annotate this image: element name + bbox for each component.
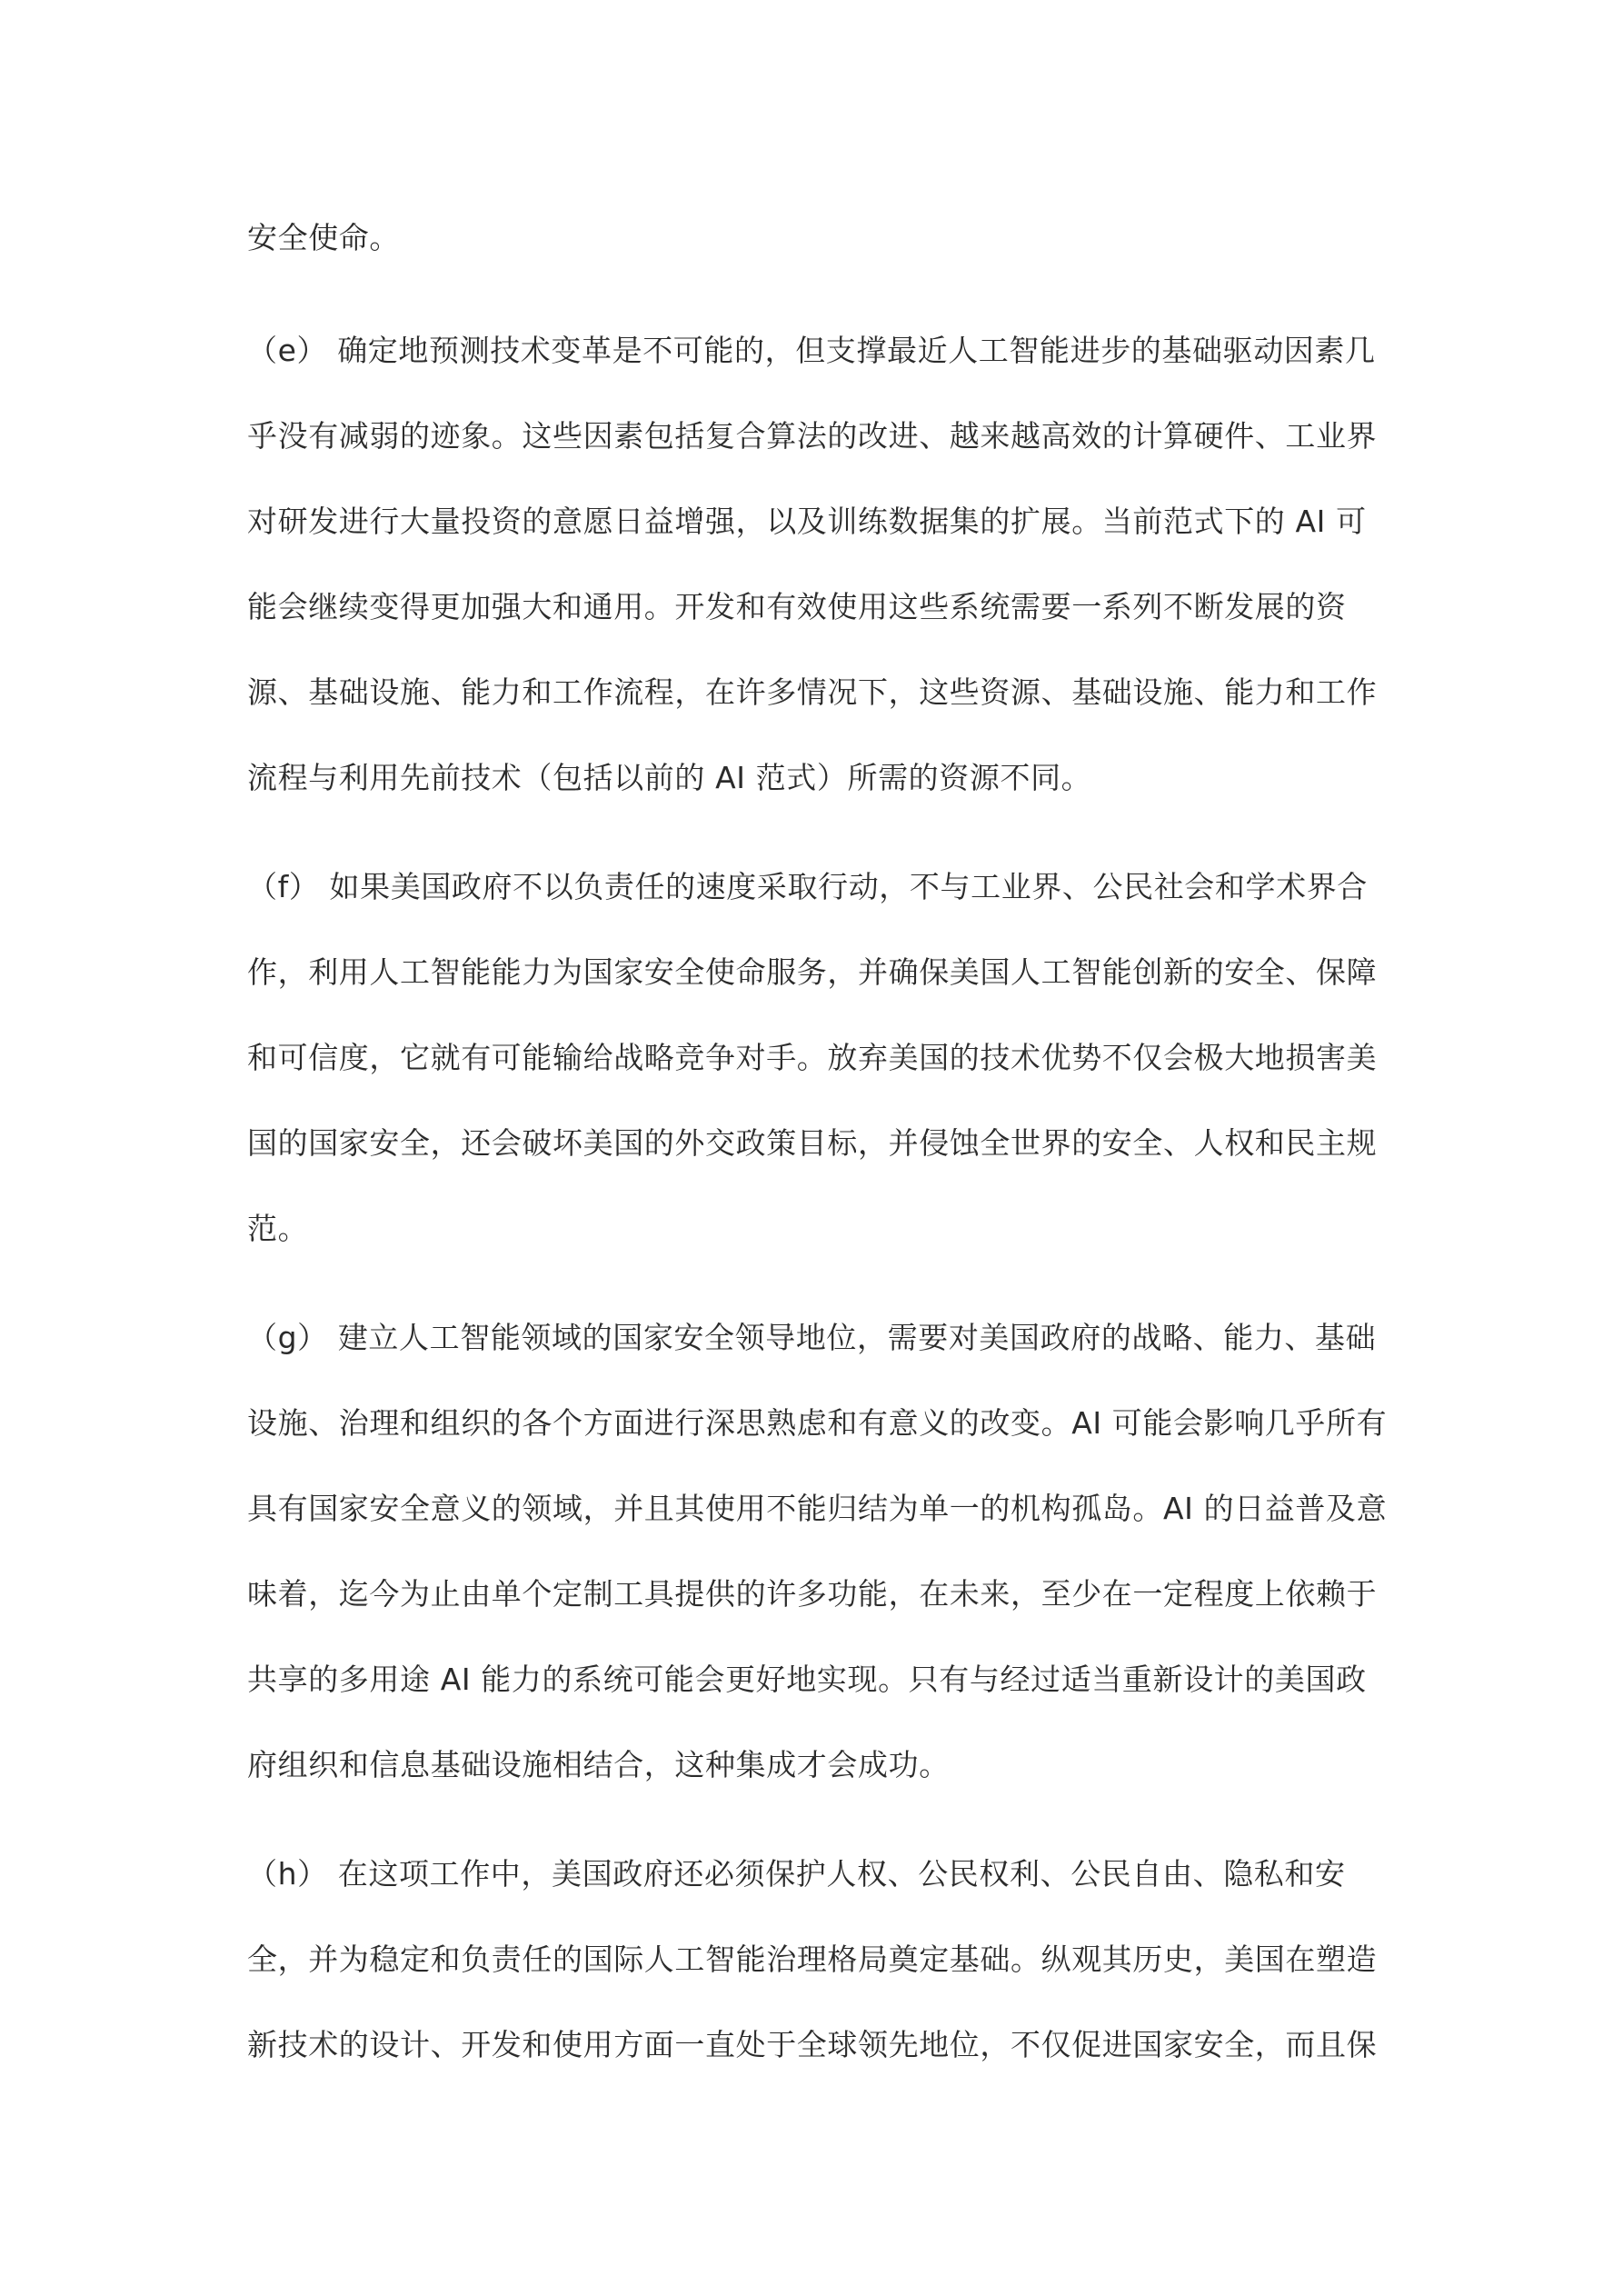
text-line: 和可信度，它就有可能输给战略竞争对手。放弃美国的技术优势不仅会极大地损害美	[247, 1040, 1378, 1075]
text-line: 国的国家安全，还会破坏美国的外交政策目标，并侵蚀全世界的安全、人权和民主规	[247, 1125, 1378, 1161]
text-line: 设施、治理和组织的各个方面进行深思熟虑和有意义的改变。AI 可能会影响几乎所有	[247, 1405, 1388, 1441]
text-line: （g） 建立人工智能领域的国家安全领导地位，需要对美国政府的战略、能力、基础	[247, 1320, 1377, 1355]
text-line: 流程与利用先前技术（包括以前的 AI 范式）所需的资源不同。	[247, 760, 1092, 795]
text-line: （f） 如果美国政府不以负责任的速度采取行动，不与工业界、公民社会和学术界合	[247, 869, 1368, 904]
text-line: 安全使命。	[247, 220, 400, 255]
text-line: （e） 确定地预测技术变革是不可能的，但支撑最近人工智能进步的基础驱动因素几	[247, 333, 1376, 368]
text-line: 源、基础设施、能力和工作流程，在许多情况下，这些资源、基础设施、能力和工作	[247, 674, 1378, 710]
text-line: 全，并为稳定和负责任的国际人工智能治理格局奠定基础。纵观其历史，美国在塑造	[247, 1942, 1378, 1977]
text-line: 能会继续变得更加强大和通用。开发和有效使用这些系统需要一系列不断发展的资	[247, 589, 1347, 624]
text-line: 作，利用人工智能能力为国家安全使命服务，并确保美国人工智能创新的安全、保障	[247, 954, 1378, 990]
text-line: 共享的多用途 AI 能力的系统可能会更好地实现。只有与经过适当重新设计的美国政	[247, 1662, 1367, 1697]
text-line: 对研发进行大量投资的意愿日益增强，以及训练数据集的扩展。当前范式下的 AI 可	[247, 504, 1367, 539]
text-line: 范。	[247, 1211, 309, 1246]
text-line: 府组织和信息基础设施相结合，这种集成才会成功。	[247, 1747, 950, 1782]
text-line: 新技术的设计、开发和使用方面一直处于全球领先地位，不仅促进国家安全，而且保	[247, 2027, 1378, 2062]
text-line: 味着，迄今为止由单个定制工具提供的许多功能，在未来，至少在一定程度上依赖于	[247, 1576, 1378, 1612]
text-line: 乎没有减弱的迹象。这些因素包括复合算法的改进、越来越高效的计算硬件、工业界	[247, 418, 1378, 454]
text-line: （h） 在这项工作中，美国政府还必须保护人权、公民权利、公民自由、隐私和安	[247, 1856, 1346, 1892]
text-line: 具有国家安全意义的领域，并且其使用不能归结为单一的机构孤岛。AI 的日益普及意	[247, 1491, 1388, 1526]
